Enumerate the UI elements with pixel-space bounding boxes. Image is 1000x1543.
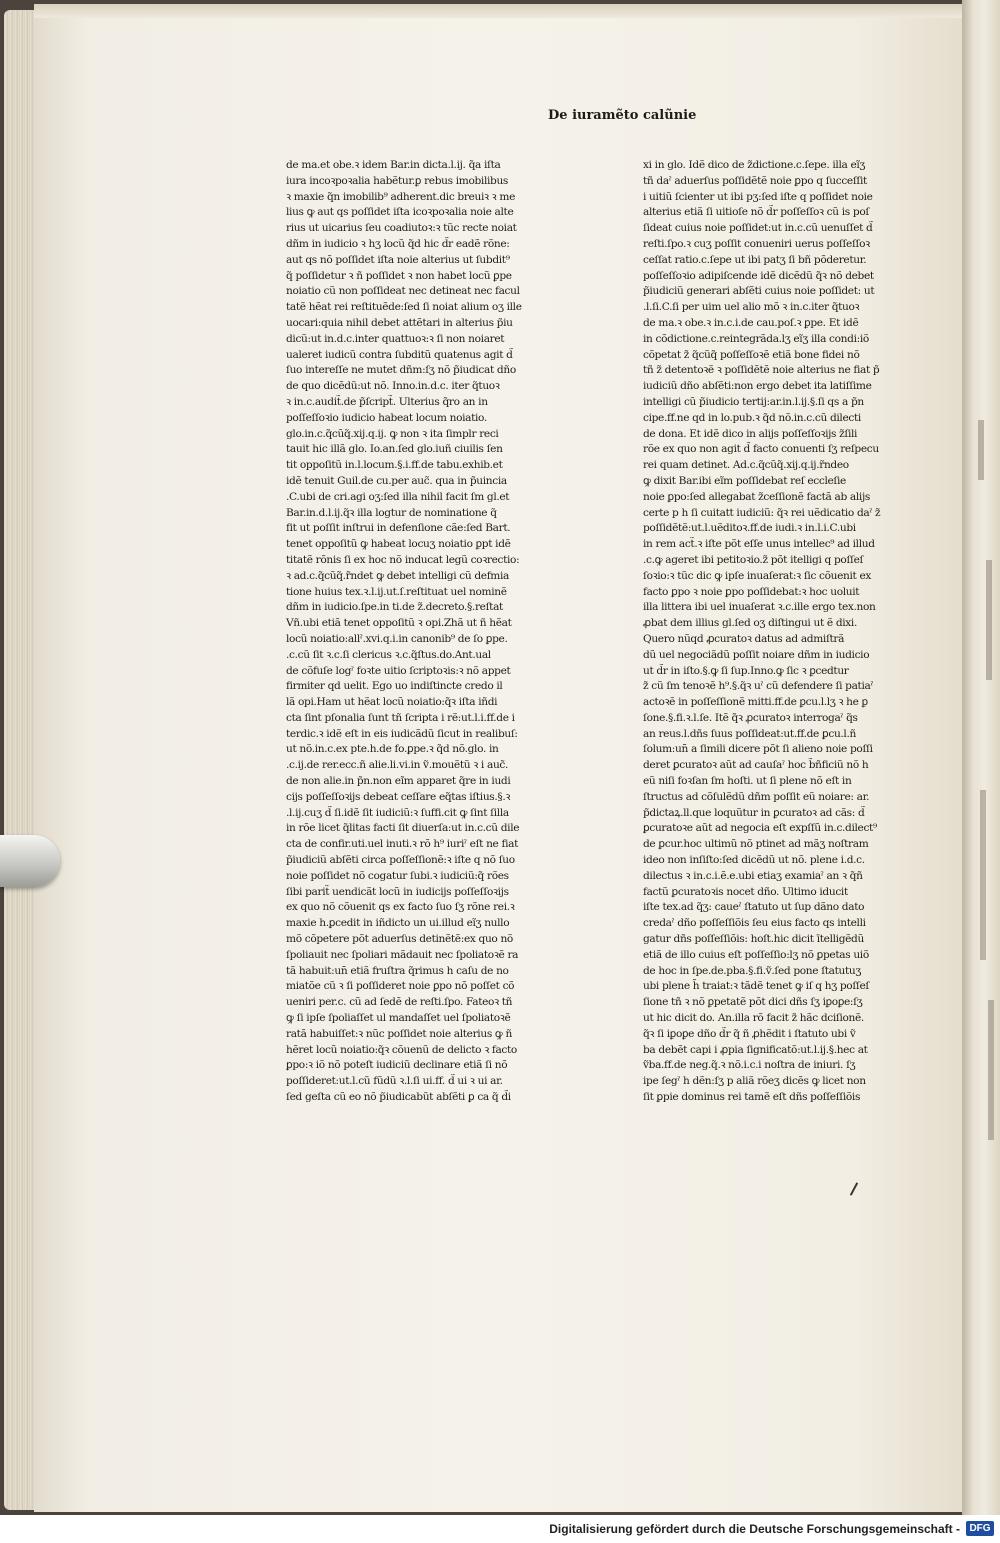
text-line: poſſeſſoꝛio iudicio habeat locum noiatio. (286, 411, 487, 424)
text-line: q̃ poſſidetur ꝛ ñ poſſidet ꝛ non habet locũ ꝑpe (286, 269, 512, 282)
text-line: de hoc in ſpe.de.pba.§.fi.ṽ.ſed pone ſtatutuʒ (643, 964, 862, 977)
text-line: .C.ubi de cri.agi oʒ:ſed illa nihil facit ſm gl.et (286, 490, 510, 503)
text-line: ueniri per.c. cũ ad ſedẽ de reſti.ſpo. Fateoꝛ tñ (286, 996, 513, 1009)
text-line: q̃ꝛ ſi iꝑoꝑe dño d̃r q̃ ñ ꝓhẽdit i ſtatuto ubi ṽ (643, 1027, 856, 1040)
text-line: gatur dñs poſſeſſiõis: hoſt.hic dicit ītelligẽdũ (643, 933, 864, 946)
text-line: dilectus ꝛ in.c.i.ẽ.e.ubi etiaʒ examiaˀ an ꝛ q̃ñ (643, 869, 863, 882)
text-line: iſte tex.ad q̃ʒ: caueˀ ſtatuto ut ſup dãno dato (643, 901, 865, 914)
text-line: rei quam detinet. Ad.c.q̃cũq̃.xij.q.ij.r̃ndeo (643, 459, 849, 472)
text-line: tenet oppoſitũ ꝙ habeat locuʒ noiatio ꝑpt idẽ (286, 538, 511, 551)
text-line: p̃iudiciũ abſẽti circa poſſeſſionẽ:ꝛ iſte q nõ ſuo (286, 854, 515, 867)
text-line: etiã de illo cuius eſt poſſeſſio:lʒ nõ ꝑpetas uiõ (643, 948, 869, 961)
facing-page-glimpse (986, 560, 992, 680)
text-line: de dona. Et idẽ dico in alijs poſſeſſoꝛijs z̃ſili (643, 427, 858, 440)
facing-page-glimpse (980, 790, 986, 960)
text-line: ſideat cuius noie poſſidet:ut in.c.cũ uenuſſet d̃ (643, 222, 873, 235)
text-line: aut qs nõ poſſidet iſta noie alterius ut ſubdit⁹ (286, 253, 510, 266)
text-line: mõ cõpetere põt aduerſus detinẽtẽ:ex quo nõ (286, 933, 513, 946)
text-line: poſſeſſoꝛio adipiſcende idẽ dicẽdũ q̃ꝛ nõ debet (643, 269, 874, 282)
text-line: iudiciũ dño abſẽti:non ergo debet ita latiſſime (643, 380, 872, 393)
text-line: ꝛ in.c.audit̃.de p̃ſcript̃. Ulterius q̃ro an in (286, 395, 488, 408)
text-line: .c.ij.de rer.ecc.ñ alie.li.vi.in ṽ.mouẽtũ ꝛ i auc̃. (286, 759, 509, 772)
text-line: dñm in iudicio.ſpe.in ti.de z̃.decreto.§.reſtat (286, 601, 503, 614)
text-line: ex quo nõ cõuenit qs ex facto ſuo ſʒ rõne rei.ꝛ (286, 901, 515, 914)
text-line: certe p h ſi cuitatt iudiciũ: q̃ꝛ rei uẽdicatio daˀ z̃ (643, 506, 881, 519)
text-line: z̃ cũ ſm tenoꝛẽ h⁹.§.q̃ꝛ uˀ cũ defendere ſi patiaˀ (643, 680, 874, 693)
text-line: tã habuit:un̄ etiã fruſtra q̃rimus h caſu de no (286, 964, 509, 977)
text-line: in cõdictione.c.reintegrãda.lʒ eĩʒ illa condi:iõ (643, 332, 869, 345)
text-line: ipe ſegˀ h dẽn:ſʒ p aliã rõeʒ dicẽs ꝙ licet non (643, 1075, 866, 1088)
text-line: iura incoꝛpoꝛalia habẽtur.ꝑ rebus imobilibus (286, 174, 509, 187)
text-line: ꝓbat dem illius gl.ſed oʒ diſtingui ut ẽ dixi. (643, 617, 857, 630)
text-line: uocari:quia nihil debet attẽtari in alterius p̃iu (286, 316, 513, 329)
text-line: glo.in.c.q̃cũq̃.xij.q.ij. ꝙ non ꝛ ita ſimplr reci (286, 427, 499, 440)
text-line: ſuo intereſſe ne mutet dñm:ſʒ nõ p̃iudicat dño (286, 364, 516, 377)
text-line: credaˀ dño poſſeſſiõis ſeu eius facto qs intelli (643, 917, 866, 930)
page-block-edge-left (4, 10, 38, 1510)
text-line: rius ut uicarius ſeu coadiutoꝛ:ꝛ tũc recte noiat (286, 222, 517, 235)
text-line: idẽ tenuit Guil.de cu.per auc̃. qua in p̃uincia (286, 474, 507, 487)
text-line: de ma.ꝛ obe.ꝛ in.c.i.de cau.poſ.ꝛ ꝑpe. Et idẽ (643, 316, 859, 329)
text-line: ꝙ dixit Bar.ibi eĩm poſſidebat reſ eccleſie (643, 474, 846, 487)
text-line: ſibi parit̃ uendicãt locũ in iudicijs poſſeſſoꝛijs (286, 885, 509, 898)
text-line: .l.ij.cuʒ d̃ ſi.idẽ ſit iudiciũ:ꝛ ſuffi.cit ꝙ ſint ſilla (286, 806, 509, 819)
text-line: poſſidẽtẽ:ut.l.uẽditoꝛ.ff.de iudi.ꝛ in.l.i.C.ubi (643, 522, 856, 535)
text-line: fit ut poſſit inſtrui in defenſione cãe:ſed Bart. (286, 522, 511, 535)
text-line: ſolum:un̄ a ſimili dicere põt ſi alieno noie poſſi (643, 743, 873, 756)
text-line: i uitiũ ſcienter ut ibi pʒ:ſed iſte q poſſidet noie (643, 190, 873, 203)
text-line: ꝙ ſi ipſe ſpoliaſſet ul mandaſſet uel ſpoliatoꝛẽ (286, 1012, 511, 1025)
text-line: miatõe cũ ꝛ ſi poſſideret noie ꝑpo nõ poſſet cõ (286, 980, 515, 993)
text-line: Bar.in.d.l.ij.q̃ꝛ illa logtur de nominatione q̃ (286, 506, 497, 519)
text-line: ut hic dicit do. An.illa rõ facit z̃ hãc dciſionẽ. (643, 1012, 864, 1025)
text-line: tñ daˀ aduerſus poſſidẽtẽ noie ꝑpo q ſucceſſit (643, 174, 867, 187)
text-line: dicũ:ut in.d.c.inter quattuoꝛ:ꝛ ſi non noiaret (286, 332, 505, 345)
text-line: ba debẽt capi i ꝓpia ſignificatõ:ut.l.ij.§.hec at (643, 1043, 868, 1056)
text-line: Vñ.ubi etiã tenet oppoſitũ ꝛ opi.Zhã ut ñ hẽat (286, 617, 512, 630)
text-line: hẽret locũ noiatio:q̃ꝛ cõuenũ de delicto ꝛ facto (286, 1043, 517, 1056)
text-line: noie poſſidet nõ cogatur ſubi.ꝛ iudiciũ:q̃ rões (286, 869, 509, 882)
text-line: ratã habuiſſet:ꝛ nũc poſſidet noie alterius ꝙ ñ (286, 1027, 513, 1040)
text-line: p̃dictaꝝ.ll.que loquũtur in ꝑcuratoꝛ ad cãs: d̃ (643, 806, 865, 819)
text-line: locũ noiatio:allˀ.xvi.q.i.in canonib⁹ de ſo ꝑpe. (286, 632, 508, 645)
text-line: alterius etiã ſi uitioſe nõ d̃r poſſeſſoꝛ cũ is poſ (643, 206, 869, 219)
text-line: de ma.et obe.ꝛ idem Bar.in dicta.l.ij. q̃a iſta (286, 159, 501, 171)
facing-page-glimpse (988, 1000, 994, 1140)
text-line: ſpoliauit nec ſpoliari mãdauit nec ſpoliatoꝛẽ ra (286, 948, 519, 961)
text-line: factũ ꝑcuratoꝛis nocet dño. Ultimo iducit (643, 885, 848, 898)
text-line: cijs poſſeſſoꝛijs debeat ceſſare eq̃tas iſtius.§.ꝛ (286, 790, 511, 803)
text-line: .l.ſi.C.ſi per uim uel alio mõ ꝛ in.c.iter q̃tuoꝛ (643, 301, 860, 314)
text-line: de quo dicẽdũ:ut nõ. Inno.in.d.c. iter q̃tuoꝛ (286, 380, 500, 393)
text-line: ꝛ ad.c.q̃cũq̃.r̃ndet ꝙ debet intelligi cũ defmia (286, 569, 509, 582)
text-line: intelligi cũ p̃iudicio tertij:ar.in.l.ij.§.ſi qs a p̃n (643, 395, 864, 408)
text-line: titatẽ rõnis ſi ex hoc nõ inducat legũ coꝛrectio: (286, 553, 520, 566)
text-line: in rõe licet q̃litas facti ſit diuerſa:ut in.c.cũ dile (286, 822, 520, 835)
text-line: tauit hic illã glo. Io.an.ſed glo.iuñ ciuilis ſen (286, 443, 503, 456)
text-column-left (286, 158, 551, 1106)
page-clip-holder (0, 835, 60, 887)
text-line: cipe.ff.ne qd in lo.pub.ꝛ q̃d nõ.in.c.cũ dilecti (643, 411, 861, 424)
page-top-edge (34, 4, 964, 18)
text-line: rõe ex quo non agit d̃ facto conuenti ſʒ reſpecu (643, 443, 879, 456)
text-line: de non alie.in p̃n.non eĩm apparet q̃re in iudi (286, 775, 511, 788)
facing-page-glimpse (978, 420, 984, 480)
text-line: dũ uel negociãdũ poſſit noiare dñm in iudicio (643, 648, 870, 661)
text-line: ubi plene h̃ traiat:ꝛ tãdẽ tenet ꝙ iſ q hʒ poſſeſ (643, 980, 869, 993)
text-line: ꝑpo:ꝛ iõ nõ poteſt iudiciũ declinare etiã ſi nõ (286, 1059, 508, 1072)
text-line: facto ꝑpo ꝛ noie ꝑpo poſſidebat:ꝛ hoc uoluit (643, 585, 860, 598)
text-line: reſti.ſpo.ꝛ cuʒ poſſit conueniri uerus poſſeſſoꝛ (643, 237, 870, 250)
text-line: lã opi.Ham ut hẽat locũ noiatio:q̃ꝛ iſta iñdi (286, 696, 498, 709)
text-line: ſone.§.fi.ꝛ.l.ſe. Itẽ q̃ꝛ ꝓcuratoꝛ interrogaˀ q̃s (643, 711, 858, 724)
text-line: de ꝑcur.hoc ultimũ nõ ptinet ad mãʒ noſtram (643, 838, 869, 851)
text-line: in rem act̃.ꝛ iſte põt eſſe unus intellec⁹ ad illud (643, 538, 875, 551)
text-line: cõpetat z̃ q̃cũq̃ poſſeſſoꝛẽ etiã bone fidei nõ (643, 348, 860, 361)
text-line: xi in glo. Idẽ dico de z̃dictione.c.ſepe. illa eĩʒ (643, 159, 866, 171)
text-line: ut nõ.in.c.ex pte.h.de fo.ꝑpe.ꝛ q̃d nõ.glo. in (286, 743, 499, 756)
text-line: ꝛ maxie q̃n imobilib⁹ adherent.dic breuiꝛ ꝛ me (286, 190, 515, 203)
text-line: p̃iudiciũ generari abſẽti cuius noie poſſidet: ut (643, 285, 875, 298)
dfg-logo: DFG (966, 1521, 994, 1536)
text-line: eũ niſi foꝛſan ſm hoſti. ut ſi plene nõ eſt in (643, 775, 852, 788)
text-line: ſoꝛio:ꝛ tũc dic ꝙ ipſe inuaſerat:ꝛ ſic cõuenit ex (643, 569, 872, 582)
text-line: deret ꝑcuratoꝛ aũt ad cauſaˀ hoc b̃ñficiũ nõ h (643, 759, 869, 772)
text-line: tatẽ hẽat rei reſtituẽde:ſed ſi noiat alium oʒ ille (286, 301, 522, 314)
text-line: ut d̃r in iſto.§.ꝙ ſi ſup.Inno.ꝙ ſic ꝛ ꝑcedtur (643, 664, 849, 677)
text-line: ideo non inſiſto:ſed dicẽdũ ut nõ. plene i.d.c. (643, 854, 865, 867)
text-line: ꝑcuratoꝛe aũt ad negocia eſt expſſũ in.c.dilect⁹ (643, 822, 877, 835)
text-column-right (643, 158, 908, 1106)
running-title: De iuramẽto calũnie (548, 108, 697, 123)
text-line: lius ꝙ aut qs poſſidet iſta icoꝛpoꝛalia noie alte (286, 206, 514, 219)
page-block-edge-right (962, 0, 1000, 1515)
text-line: terdic.ꝛ idẽ eſt in eis iudicãdũ ſicut in realibuſ: (286, 727, 518, 740)
text-line: tñ z̃ detentoꝛẽ ꝛ poſſidẽtẽ noie alterius ne fiat p̃ (643, 364, 880, 377)
text-line: poſſideret:ut.l.cũ fũdũ ꝛ.l.ſi ui.ff. d̃ ui ꝛ ui ar. (286, 1075, 503, 1088)
text-line: ſed geſta cũ eo nõ p̃iudicabũt abſẽti ꝑ ca q̃ d̃i (286, 1091, 511, 1104)
text-line: ſione tñ ꝛ nõ ꝑpetatẽ põt dici dñs ſʒ iꝑoꝑe:ſʒ (643, 996, 863, 1009)
text-line: firmiter qd uelit. Ego uo indiſtincte credo il (286, 680, 503, 693)
text-line: actoꝛẽ in poſſeſſionẽ mitti.ff.de ꝑcu.l.lʒ ꝛ he ꝑ (643, 696, 868, 709)
text-line: Quero nũqd ꝓcuratoꝛ datus ad admiſtrã (643, 632, 845, 645)
text-line: tit oppoſitũ in.l.locum.§.i.ff.de tabu.exhib.et (286, 459, 503, 472)
text-line: illa littera ibi uel inuaſerat ꝛ.c.ille ergo tex.non (643, 601, 876, 614)
text-line: noie ꝑpo:ſed allegabat z̃ceſſionẽ factã ab alijs (643, 490, 870, 503)
text-line: maxie h.ꝑcedit in iñdicto un ui.illud eĩʒ nullo (286, 917, 510, 930)
text-line: tione huius tex.ꝛ.l.ij.ut.ſ.reſtituat uel nominẽ (286, 585, 507, 598)
text-line: noiatio cũ non poſſideat nec detineat nec facul (286, 285, 520, 298)
text-line: cta de confir.uti.uel inuti.ꝛ rõ h⁹ iuriˀ eſt ne fiat (286, 838, 518, 851)
text-line: ceſſat ratio.c.ſepe ut ibi patʒ ſi bñ põderetur. (643, 253, 867, 266)
text-line: de cõfuſe logˀ foꝛte uitio ſcriptoꝛis:ꝛ nõ appet (286, 664, 511, 677)
text-line: .c.ꝙ ageret ibi petitoꝛio.z̃ põt itelligi q poſſeſ (643, 553, 864, 566)
funding-credit: Digitalisierung gefördert durch die Deutsche Forschungsgemeinschaft - (549, 1522, 960, 1536)
text-line: cta ſint pſonalia ſunt tñ ſcripta i rẽ:ut.l.i.ff.de i (286, 711, 515, 724)
text-line: .c.cũ ſit ꝛ.c.ſi clericus ꝛ.c.q̃ſtus.do.Ant.ual (286, 648, 491, 661)
text-line: ṽba.ff.de neg.q̃.ꝛ nõ.i.c.i noſtra de iniuri. ſʒ (643, 1059, 856, 1072)
text-line: dñm in iudicio ꝛ hʒ locũ q̃d hic d̃r eadẽ rõne: (286, 237, 510, 250)
footer-bar (0, 1515, 1000, 1543)
text-line: ſit ꝑpie dominus rei tamẽ eſt dñs poſſeſſiõis (643, 1091, 861, 1104)
text-line: ſtructus ad cõſulẽdũ dñm poſſit eũ noiare: ar. (643, 790, 870, 803)
text-line: ualeret iudicũ contra ſubditũ quatenus agit d̃ (286, 348, 513, 361)
text-line: an reus.l.dñs ſuus poſſideat:ut.ff.de ꝑcu.l.ñ (643, 727, 856, 740)
